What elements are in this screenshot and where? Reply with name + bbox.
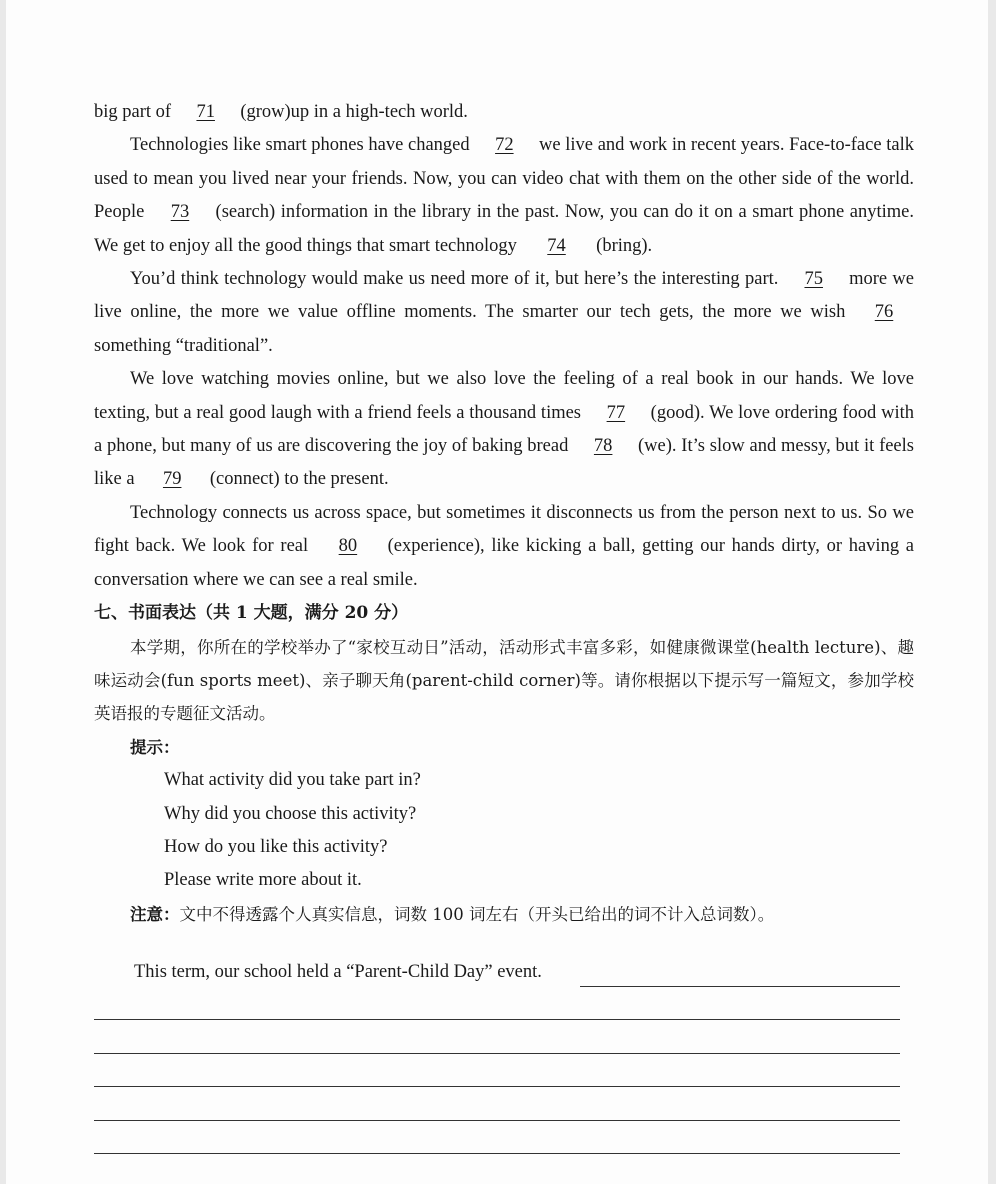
writing-note <box>94 898 914 931</box>
paragraph-5 <box>94 497 914 597</box>
passage-text: we live and work in recent years. Face-to-face talk used to mean you lived near your friends. Now, you can video chat with them on the other side of the world. People <box>94 135 914 223</box>
passage-content <box>94 96 914 931</box>
tip-item: Please write more about it. <box>164 870 362 891</box>
passage-text: Technology connects us across space, but sometimes it disconnects us from the person next to us. So we fight back. We look for real <box>94 502 914 557</box>
note-label: 注意： <box>130 904 180 924</box>
answer-line[interactable] <box>94 1153 900 1154</box>
answer-line[interactable] <box>94 1086 900 1087</box>
passage-text: (bring). <box>591 235 653 256</box>
paragraph-2 <box>94 129 914 263</box>
paragraph-4 <box>94 363 914 497</box>
answer-line[interactable] <box>94 1019 900 1020</box>
passage-text: big part of <box>94 102 176 122</box>
passage-text: You’d think technology would make us need more of it, but here’s the interesting part. <box>130 269 784 290</box>
passage-text: (good). We love ordering food with a phone, but many of us are discovering the joy of baking bread <box>94 402 914 457</box>
tip-item: What activity did you take part in? <box>164 770 421 791</box>
answer-line[interactable] <box>94 1053 900 1054</box>
passage-text: (experience), like kicking a ball, getting our hands dirty, or having a conversation where we can see a real smile. <box>94 536 914 590</box>
blank-74[interactable]: 74 <box>547 235 566 256</box>
answer-line[interactable] <box>94 1120 900 1121</box>
blank-71[interactable]: 71 <box>196 102 215 122</box>
section-heading: 七、书面表达（共 1 大题，满分 20 分） <box>94 603 409 624</box>
passage-text: (search) information in the library in the past. Now, you can do it on a smart phone anytime. We get to enjoy all the good things that smart technology <box>94 202 915 256</box>
passage-text: more we live online, the more we value offline moments. The smarter our tech gets, the more we wish <box>94 269 914 323</box>
starter-sentence: This term, our school held a “Parent-Child Day” event. <box>134 962 542 982</box>
tip-item: Why did you choose this activity? <box>164 803 417 824</box>
passage-text: We love watching movies online, but we also love the feeling of a real book in our hands. We love texting, but a real good laugh with a friend feels a thousand times <box>94 369 914 423</box>
blank-72[interactable]: 72 <box>495 135 514 156</box>
passage-text: (we). It’s slow and messy, but it feels like a <box>94 436 914 490</box>
passage-text: (connect) to the present. <box>205 469 389 490</box>
tips-label: 提示： <box>130 737 180 757</box>
answer-line[interactable] <box>580 986 900 987</box>
blank-76[interactable]: 76 <box>874 302 894 323</box>
tip-item: How do you like this activity? <box>164 836 388 857</box>
passage-text: Technologies like smart phones have changed <box>130 135 475 156</box>
worksheet-page <box>6 0 988 1184</box>
passage-text: something “traditional”. <box>94 335 273 356</box>
blank-73[interactable]: 73 <box>170 202 190 223</box>
writing-intro: 本学期，你所在的学校举办了“家校互动日”活动，活动形式丰富多彩，如健康微课堂(health lecture)、趣味运动会(fun sports meet)、亲子聊天角(parent-child corner)等。请你根据以下提示写一篇短文，参加学校英语报的专题征文活动。 <box>94 637 914 724</box>
blank-80[interactable]: 80 <box>338 536 358 557</box>
blank-75[interactable]: 75 <box>804 269 823 290</box>
blank-79[interactable]: 79 <box>162 469 182 490</box>
blank-78[interactable]: 78 <box>593 436 613 457</box>
paragraph-1 <box>94 96 914 129</box>
blank-77[interactable]: 77 <box>606 402 626 423</box>
passage-text: (grow)up in a high-tech world. <box>235 102 468 122</box>
note-text: 文中不得透露个人真实信息，词数 100 词左右（开头已给出的词不计入总词数）。 <box>179 904 775 924</box>
paragraph-3 <box>94 263 914 363</box>
